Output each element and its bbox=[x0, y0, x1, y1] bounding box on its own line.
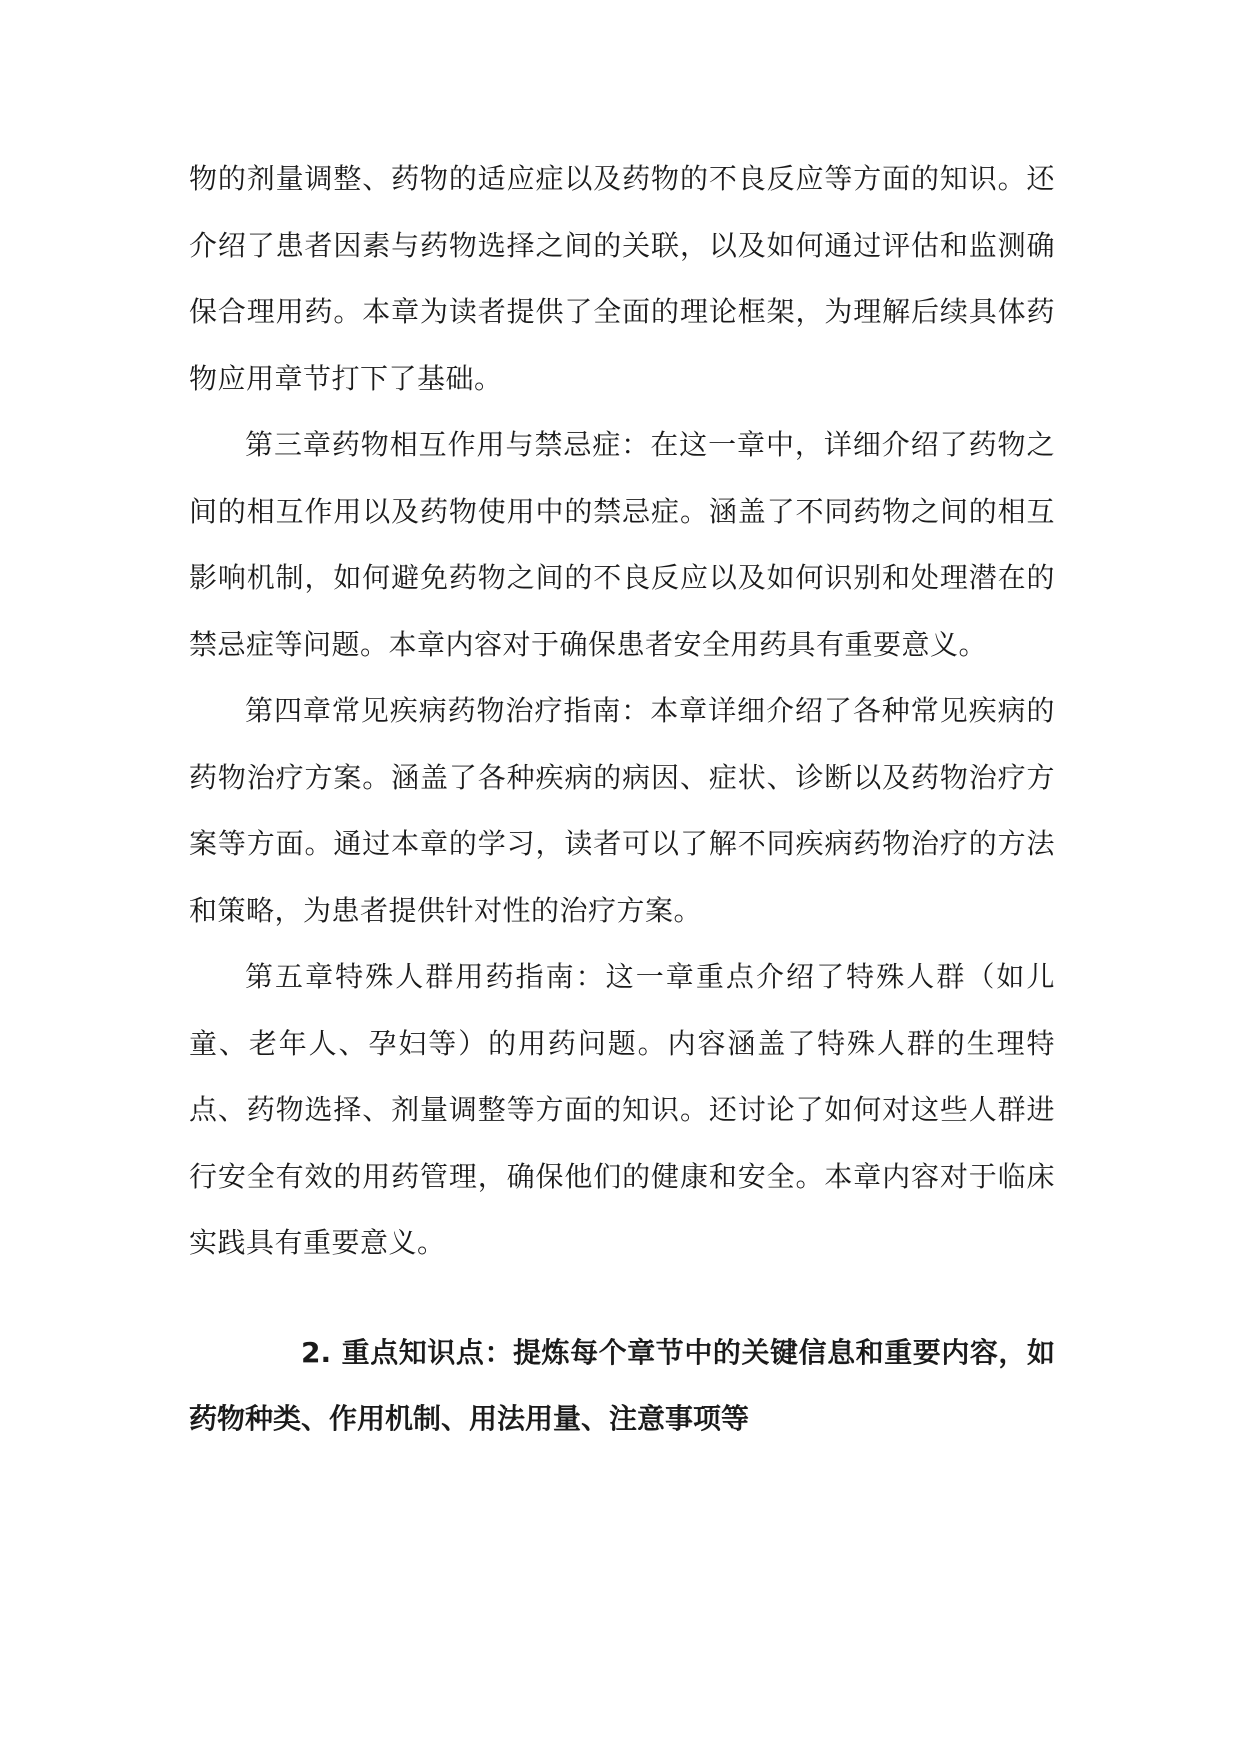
section-number: 2. bbox=[301, 1335, 332, 1369]
paragraph-continuation: 物的剂量调整、药物的适应症以及药物的不良反应等方面的知识。还介绍了患者因素与药物选择之间的关联，以及如何通过评估和监测确保合理用药。本章为读者提供了全面的理论框架，为理解后续具体药物应用章节打下了基础。 bbox=[189, 162, 1055, 395]
section-heading bbox=[189, 1320, 1055, 1453]
paragraph-chapter-5: 第五章特殊人群用药指南：这一章重点介绍了特殊人群（如儿童、老年人、孕妇等）的用药问题。内容涵盖了特殊人群的生理特点、药物选择、剂量调整等方面的知识。还讨论了如何对这些人群进行安全有效的用药管理，确保他们的健康和安全。本章内容对于临床实践具有重要意义。 bbox=[189, 960, 1055, 1259]
section-heading-text: 重点知识点：提炼每个章节中的关键信息和重要内容，如药物种类、作用机制、用法用量、注意事项等 bbox=[189, 1335, 1055, 1435]
paragraph-chapter-3: 第三章药物相互作用与禁忌症：在这一章中，详细介绍了药物之间的相互作用以及药物使用中的禁忌症。涵盖了不同药物之间的相互影响机制，如何避免药物之间的不良反应以及如何识别和处理潜在的禁忌症等问题。本章内容对于确保患者安全用药具有重要意义。 bbox=[189, 428, 1055, 661]
body-text bbox=[189, 146, 1055, 1453]
paragraph-chapter-4: 第四章常见疾病药物治疗指南：本章详细介绍了各种常见疾病的药物治疗方案。涵盖了各种疾病的病因、症状、诊断以及药物治疗方案等方面。通过本章的学习，读者可以了解不同疾病药物治疗的方法和策略，为患者提供针对性的治疗方案。 bbox=[189, 694, 1055, 927]
